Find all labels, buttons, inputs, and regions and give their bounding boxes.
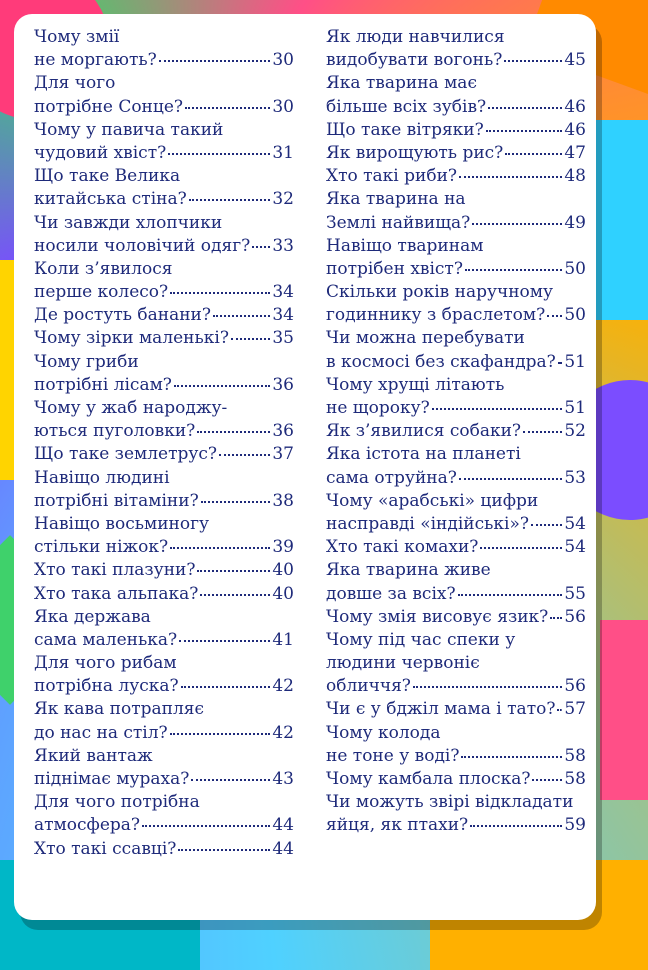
toc-page-number: 32 <box>272 189 294 210</box>
toc-entry <box>34 304 294 327</box>
bg-shape <box>590 120 648 320</box>
toc-entry <box>326 165 586 188</box>
toc-entry-text: не тоне у воді? <box>326 745 460 766</box>
toc-entry <box>34 467 294 513</box>
toc-entry-text: китайська стіна? <box>34 189 187 210</box>
toc-entry <box>34 745 294 791</box>
toc-entry-text: Яка тварина живе <box>326 560 491 581</box>
toc-page-number: 50 <box>564 305 586 326</box>
dot-leader <box>197 570 270 572</box>
toc-entry-text: Яка тварина має <box>326 73 477 94</box>
contents-right-column <box>326 26 586 838</box>
toc-entry-text: Чому під час спеки у <box>326 629 516 650</box>
toc-entry-row <box>34 675 294 698</box>
toc-entry-row <box>326 698 586 721</box>
toc-entry-row <box>326 583 586 606</box>
toc-page-number: 36 <box>272 374 294 395</box>
toc-entry-text: Що таке Велика <box>34 166 181 187</box>
toc-entry-text: Чи можуть звірі відкладати <box>326 792 574 813</box>
toc-entry-text: Хто такі риби? <box>326 166 458 187</box>
toc-entry-row <box>34 814 294 837</box>
toc-entry-row <box>326 606 586 629</box>
toc-entry-text: Як з’явилися собаки? <box>326 421 522 442</box>
toc-entry-text: носили чоловічий одяг? <box>34 235 251 256</box>
toc-entry <box>34 119 294 165</box>
toc-entry-row <box>34 838 294 861</box>
toc-entry-text: стільки ніжок? <box>34 537 169 558</box>
toc-page-number: 53 <box>564 467 586 488</box>
toc-entry <box>34 258 294 304</box>
toc-entry-text: Чому у павича такий <box>34 119 224 140</box>
toc-entry-text: Як вирощують рис? <box>326 142 504 163</box>
toc-entry-text: Хто такі плазуни? <box>34 560 196 581</box>
toc-entry <box>34 351 294 397</box>
toc-entry-text: Чому змія висовує язик? <box>326 606 549 627</box>
toc-page-number: 30 <box>272 50 294 71</box>
toc-entry-text: Чому гриби <box>34 351 139 372</box>
toc-entry <box>326 420 586 443</box>
dot-leader <box>200 594 270 596</box>
dot-leader <box>219 454 270 456</box>
toc-entry-text: Коли з’явилося <box>34 258 173 279</box>
dot-leader <box>179 640 270 642</box>
dot-leader <box>178 849 270 851</box>
dot-leader <box>486 130 563 132</box>
toc-entry-row <box>326 814 586 837</box>
toc-entry-text: потрібні лісам? <box>34 374 172 395</box>
toc-entry <box>326 281 586 327</box>
toc-entry-row <box>34 327 294 350</box>
toc-entry-text: Яка держава <box>34 606 151 627</box>
toc-entry <box>326 235 586 281</box>
toc-entry-row <box>326 304 586 327</box>
dot-leader <box>558 362 563 364</box>
toc-entry-text: Хто такі ссавці? <box>34 838 177 859</box>
toc-page-number: 57 <box>564 699 586 720</box>
dot-leader <box>191 779 270 781</box>
toc-entry <box>326 536 586 559</box>
toc-entry-row <box>326 96 586 119</box>
toc-entry-text: перше колесо? <box>34 282 169 303</box>
toc-entry-row <box>326 351 586 374</box>
toc-page-number: 44 <box>272 815 294 836</box>
toc-page-number: 47 <box>564 142 586 163</box>
toc-entry-text: Чи завжди хлопчики <box>34 212 223 233</box>
toc-entry-row <box>34 722 294 745</box>
dot-leader <box>480 547 562 549</box>
contents-card <box>14 14 596 920</box>
dot-leader <box>201 501 271 503</box>
toc-entry-text: потрібен хвіст? <box>326 258 463 279</box>
toc-entry <box>326 72 586 118</box>
toc-page-number: 46 <box>564 119 586 140</box>
toc-entry-text: в космосі без скафандра? <box>326 351 556 372</box>
toc-entry-text: Чому хрущі літають <box>326 374 505 395</box>
toc-entry-text: Як кава потрапляє <box>34 699 204 720</box>
toc-page-number: 42 <box>272 676 294 697</box>
toc-page-number: 51 <box>564 351 586 372</box>
toc-entry <box>326 443 586 489</box>
dot-leader <box>459 176 562 178</box>
toc-entry-text: сама отруйна? <box>326 467 457 488</box>
toc-entry <box>34 838 294 861</box>
toc-entry-row <box>34 235 294 258</box>
toc-entry-text: Навіщо восьминогу <box>34 513 210 534</box>
toc-entry-text: Де ростуть банани? <box>34 305 212 326</box>
toc-page-number: 34 <box>272 282 294 303</box>
toc-entry-row <box>34 768 294 791</box>
toc-page-number: 46 <box>564 96 586 117</box>
toc-entry-text: людини червоніє <box>326 653 480 674</box>
dot-leader <box>458 594 563 596</box>
toc-entry-row <box>326 420 586 443</box>
toc-page-number: 39 <box>272 537 294 558</box>
toc-entry <box>326 791 586 837</box>
toc-entry-text: потрібне Сонце? <box>34 96 183 117</box>
toc-entry <box>34 559 294 582</box>
toc-page-number: 38 <box>272 490 294 511</box>
toc-entry-text: Який вантаж <box>34 745 153 766</box>
toc-entry-text: Яка тварина на <box>326 189 466 210</box>
toc-entry-row <box>326 212 586 235</box>
toc-entry-text: Скільки років наручному <box>326 282 554 303</box>
toc-entry-text: Землі найвища? <box>326 212 471 233</box>
toc-entry-text: потрібні вітаміни? <box>34 490 199 511</box>
dot-leader <box>523 431 562 433</box>
toc-entry-text: більше всіх зубів? <box>326 96 487 117</box>
toc-entry <box>34 397 294 443</box>
dot-leader <box>159 60 271 62</box>
dot-leader <box>459 478 563 480</box>
toc-entry-row <box>326 119 586 142</box>
toc-entry-text: Навіщо тваринам <box>326 235 484 256</box>
toc-page-number: 35 <box>272 328 294 349</box>
toc-entry-row <box>34 49 294 72</box>
toc-entry-text: не щороку? <box>326 398 430 418</box>
toc-page-number: 49 <box>564 212 586 233</box>
toc-page-number: 52 <box>564 421 586 442</box>
dot-leader <box>181 686 271 688</box>
toc-entry <box>34 165 294 211</box>
toc-entry <box>326 698 586 721</box>
toc-entry-text: Чому у жаб народжу- <box>34 398 228 418</box>
dot-leader <box>432 408 563 410</box>
dot-leader <box>142 825 270 827</box>
toc-entry-row <box>34 443 294 466</box>
toc-entry <box>34 443 294 466</box>
toc-entry-row <box>326 536 586 559</box>
dot-leader <box>185 107 270 109</box>
toc-entry-text: Чому зірки маленькі? <box>34 328 229 349</box>
dot-leader <box>488 107 562 109</box>
toc-entry <box>326 119 586 142</box>
toc-entry <box>34 72 294 118</box>
toc-entry-row <box>34 629 294 652</box>
dot-leader <box>413 686 562 688</box>
toc-entry-text: Чому змії <box>34 27 120 47</box>
toc-entry-row <box>34 559 294 582</box>
dot-leader <box>465 269 562 271</box>
toc-page-number: 54 <box>564 513 586 534</box>
toc-entry <box>326 26 586 72</box>
toc-entry <box>34 791 294 837</box>
toc-entry <box>326 629 586 699</box>
toc-entry-text: Хто такі комахи? <box>326 537 479 558</box>
toc-entry <box>326 606 586 629</box>
dot-leader <box>168 153 270 155</box>
toc-page-number: 34 <box>272 305 294 326</box>
toc-entry-row <box>326 745 586 768</box>
toc-entry-row <box>34 188 294 211</box>
dot-leader <box>531 524 562 526</box>
toc-page-number: 30 <box>272 96 294 117</box>
toc-entry-row <box>326 513 586 536</box>
toc-entry <box>326 188 586 234</box>
toc-entry-row <box>326 49 586 72</box>
toc-entry-text: яйця, як птахи? <box>326 815 469 836</box>
toc-page-number: 44 <box>272 838 294 859</box>
toc-page-number: 56 <box>564 676 586 697</box>
dot-leader <box>547 315 562 317</box>
toc-entry-row <box>326 258 586 281</box>
toc-entry-text: Чому колода <box>326 722 441 743</box>
toc-entry <box>34 513 294 559</box>
toc-entry-text: довше за всіх? <box>326 583 456 604</box>
toc-entry-text: до нас на стіл? <box>34 722 168 743</box>
toc-entry-text: сама маленька? <box>34 629 178 650</box>
toc-page-number: 45 <box>564 50 586 71</box>
dot-leader <box>231 338 270 340</box>
toc-entry-text: Яка істота на планеті <box>326 444 521 465</box>
toc-page-number: 40 <box>272 560 294 581</box>
toc-page-number: 51 <box>564 398 586 418</box>
toc-page-number: 33 <box>272 235 294 256</box>
toc-entry-text: Чому «арабські» цифри <box>326 490 539 511</box>
toc-entry-text: Чи можна перебувати <box>326 328 525 349</box>
toc-entry-row <box>34 536 294 559</box>
toc-entry-text: Чому камбала плоска? <box>326 769 531 789</box>
toc-entry-row <box>326 165 586 188</box>
toc-page-number: 59 <box>564 815 586 836</box>
toc-entry <box>326 327 586 373</box>
toc-entry-text: видобувати вогонь? <box>326 50 503 71</box>
dot-leader <box>557 709 562 711</box>
toc-entry-row <box>326 397 586 420</box>
toc-entry <box>34 698 294 744</box>
toc-entry <box>34 327 294 350</box>
toc-page-number: 56 <box>564 606 586 627</box>
toc-page-number: 37 <box>272 444 294 465</box>
toc-entry-text: обличчя? <box>326 676 411 697</box>
toc-page-number: 40 <box>272 583 294 604</box>
toc-entry <box>34 26 294 72</box>
toc-entry-row <box>34 420 294 443</box>
toc-entry-row <box>34 583 294 606</box>
toc-entry-text: годиннику з браслетом? <box>326 305 546 326</box>
toc-entry-text: ються пуголовки? <box>34 421 196 442</box>
dot-leader <box>532 779 562 781</box>
dot-leader <box>504 60 562 62</box>
toc-page-number: 55 <box>564 583 586 604</box>
dot-leader <box>213 315 270 317</box>
toc-page-number: 42 <box>272 722 294 743</box>
toc-entry-row <box>326 467 586 490</box>
toc-entry-row <box>34 281 294 304</box>
toc-page-number: 54 <box>564 537 586 558</box>
toc-entry-text: Хто така альпака? <box>34 583 199 604</box>
toc-entry-row <box>326 768 586 791</box>
toc-entry <box>34 583 294 606</box>
toc-entry-text: чудовий хвіст? <box>34 142 167 163</box>
toc-entry-text: Чи є у бджіл мама і тато? <box>326 699 556 720</box>
dot-leader <box>252 246 270 248</box>
toc-entry-text: Як люди навчилися <box>326 27 505 47</box>
dot-leader <box>505 153 562 155</box>
toc-entry <box>326 768 586 791</box>
dot-leader <box>470 825 562 827</box>
dot-leader <box>174 385 270 387</box>
dot-leader <box>197 431 270 433</box>
toc-entry <box>326 722 586 768</box>
toc-entry-text: Навіщо людині <box>34 467 170 488</box>
toc-entry <box>34 652 294 698</box>
toc-entry-text: Для чого потрібна <box>34 792 200 813</box>
dot-leader <box>472 223 562 225</box>
toc-page-number: 58 <box>564 745 586 766</box>
toc-entry-row <box>34 490 294 513</box>
toc-entry-text: Для чого <box>34 73 116 94</box>
toc-entry <box>326 374 586 420</box>
bg-shape <box>600 620 648 800</box>
toc-entry-text: насправді «індійські»? <box>326 513 529 534</box>
toc-entry-text: атмосфера? <box>34 815 141 836</box>
toc-page-number: 31 <box>272 142 294 163</box>
toc-entry-row <box>34 142 294 165</box>
toc-entry <box>326 142 586 165</box>
dot-leader <box>461 756 562 758</box>
toc-entry <box>34 606 294 652</box>
toc-entry-row <box>34 304 294 327</box>
contents-left-column <box>34 26 294 861</box>
toc-page-number: 48 <box>564 166 586 187</box>
toc-entry <box>326 559 586 605</box>
toc-page-number: 50 <box>564 258 586 279</box>
toc-page-number: 58 <box>564 769 586 789</box>
dot-leader <box>550 617 562 619</box>
toc-entry-text: Для чого рибам <box>34 653 177 674</box>
dot-leader <box>170 733 271 735</box>
toc-entry-text: піднімає мураха? <box>34 769 190 789</box>
toc-entry-text: Що таке землетрус? <box>34 444 218 465</box>
toc-entry <box>34 212 294 258</box>
toc-page-number: 43 <box>272 769 294 789</box>
toc-entry-row <box>326 142 586 165</box>
toc-entry-row <box>326 675 586 698</box>
toc-entry-row <box>34 374 294 397</box>
toc-entry-row <box>34 96 294 119</box>
toc-entry-text: потрібна луска? <box>34 676 179 697</box>
toc-entry-text: не моргають? <box>34 50 157 71</box>
dot-leader <box>189 199 271 201</box>
toc-entry-text: Що таке вітряки? <box>326 119 484 140</box>
toc-page-number: 36 <box>272 421 294 442</box>
dot-leader <box>170 292 270 294</box>
dot-leader <box>170 547 270 549</box>
toc-entry <box>326 490 586 536</box>
toc-page-number: 41 <box>272 629 294 650</box>
